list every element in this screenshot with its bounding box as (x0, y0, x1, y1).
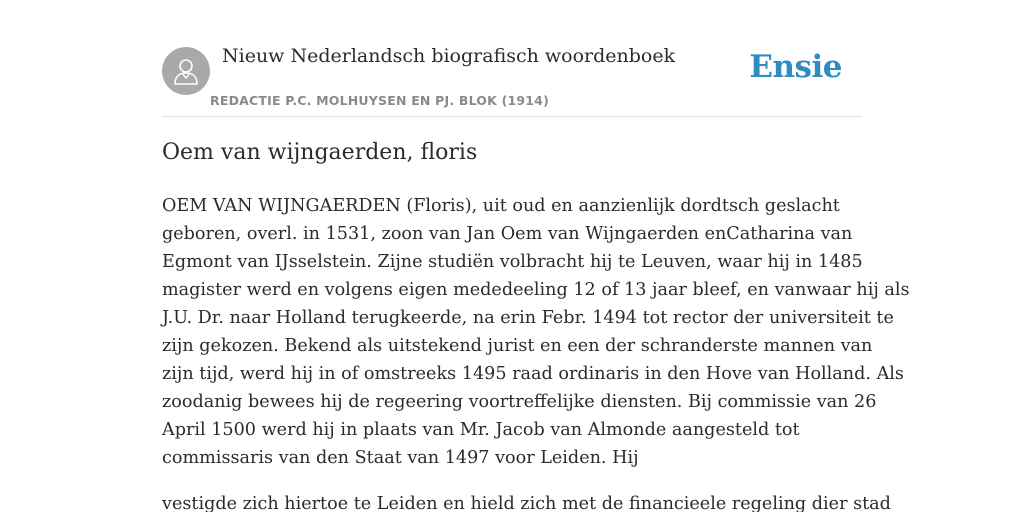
paragraph-2 (162, 490, 891, 512)
paragraph-1 (162, 192, 910, 472)
article-body (162, 192, 910, 512)
book-title[interactable]: Nieuw Nederlandsch biografisch woordenboek (222, 45, 676, 67)
text-line: geboren, overl. in 1531, zoon van Jan Oem van Wijngaerden enCatharina van (162, 224, 853, 244)
avatar[interactable] (162, 47, 210, 95)
text-line: Egmont van IJsselstein. Zijne studiën volbracht hij te Leuven, waar hij in 1485 (162, 252, 863, 272)
user-icon (173, 57, 199, 85)
text-line: vestigde zich hiertoe te Leiden en hield zich met de financieele regeling dier stad (162, 494, 891, 512)
text-line: commissaris van den Staat van 1497 voor Leiden. Hij (162, 448, 639, 468)
text-line: J.U. Dr. naar Holland terugkeerde, na erin Febr. 1494 tot rector der universiteit te (162, 308, 894, 328)
article-title: Oem van wijngaerden, floris (162, 140, 478, 165)
text-line: zoodanig bewees hij de regeering voortreffelijke diensten. Bij commissie van 26 (162, 392, 877, 412)
text-line: zijn gekozen. Bekend als uitstekend jurist en een der schranderste mannen van (162, 336, 873, 356)
text-line: OEM VAN WIJNGAERDEN (Floris), uit oud en aanzienlijk dordtsch geslacht (162, 196, 840, 216)
editors-line: REDACTIE P.C. MOLHUYSEN EN PJ. BLOK (1914) (210, 93, 549, 108)
text-line: zijn tijd, werd hij in of omstreeks 1495 raad ordinaris in den Hove van Holland. Als (162, 364, 904, 384)
header (162, 0, 862, 117)
text-line: magister werd en volgens eigen mededeeling 12 of 13 jaar bleef, en vanwaar hij als (162, 280, 910, 300)
text-line: April 1500 werd hij in plaats van Mr. Jacob van Almonde aangesteld tot (162, 420, 800, 440)
brand-logo[interactable]: Ensie (749, 49, 842, 85)
